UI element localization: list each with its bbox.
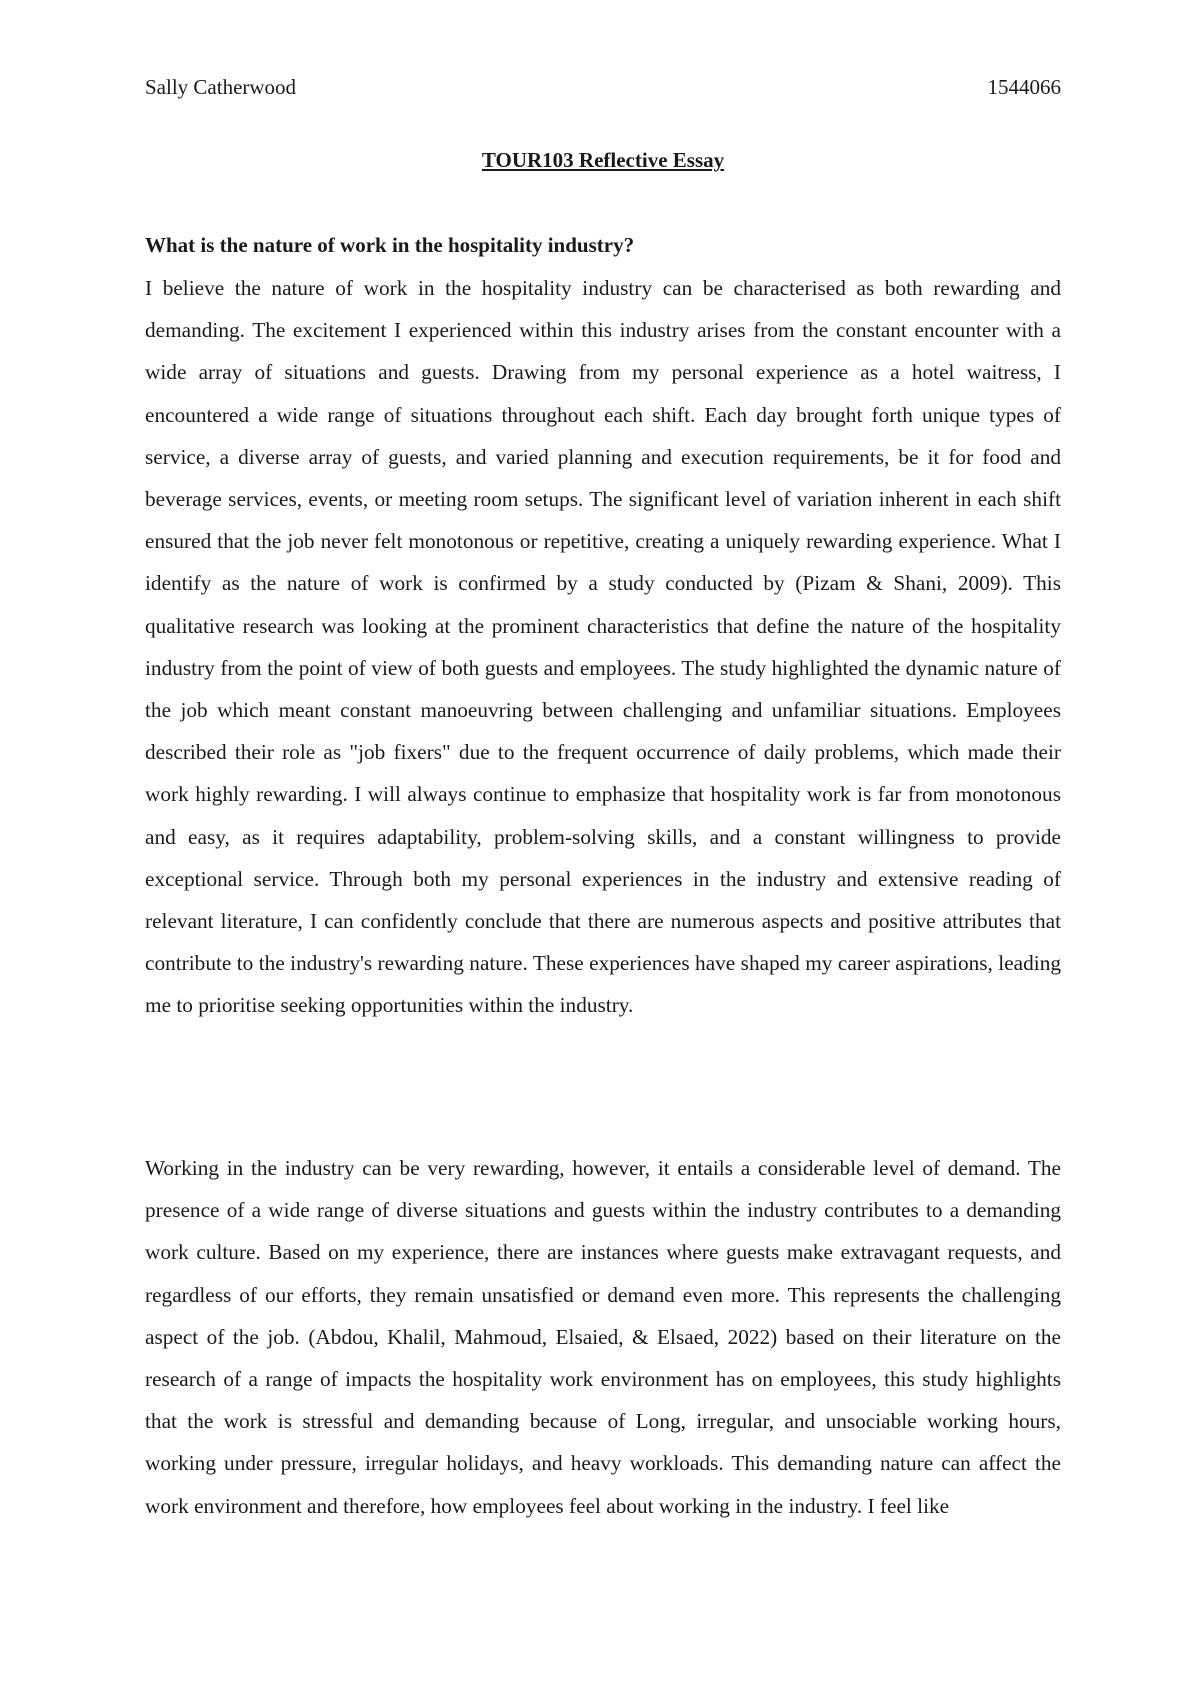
author-name: Sally Catherwood <box>145 75 297 99</box>
body-paragraph-1: I believe the nature of work in the hospitality industry can be characterised as both rewarding and demanding. The excitement I experienced within this industry arises from the constant encounter with a wide array of situations and guests. Drawing from my personal experience as a hotel waitress, I encountered a wide range of situations throughout each shift. Each day brought forth unique types of service, a diverse array of guests, and varied planning and execution requirements, be it for food and beverage services, events, or meeting room setups. The significant level of variation inherent in each shift ensured that the job never felt monotonous or repetitive, creating a uniquely rewarding experience. What I identify as the nature of work is confirmed by a study conducted by (Pizam & Shani, 2009). This qualitative research was looking at the prominent characteristics that define the nature of the hospitality industry from the point of view of both guests and employees. The study highlighted the dynamic nature of the job which meant constant manoeuvring between challenging and unfamiliar situations. Employees described their role as "job fixers" due to the frequent occurrence of daily problems, which made their work highly rewarding. I will always continue to emphasize that hospitality work is far from monotonous and easy, as it requires adaptability, problem-solving skills, and a constant willingness to provide exceptional service. Through both my personal experiences in the industry and extensive reading of relevant literature, I can confidently conclude that there are numerous aspects and positive attributes that contribute to the industry's rewarding nature. These experiences have shaped my career aspirations, leading me to prioritise seeking opportunities within the industry. <box>145 276 1061 1018</box>
student-id: 1544066 <box>987 75 1061 99</box>
page-header <box>145 72 1061 102</box>
essay-title: TOUR103 Reflective Essay <box>481 148 725 172</box>
section-heading: What is the nature of work in the hospitality industry? <box>145 233 635 257</box>
body-paragraph-2: Working in the industry can be very rewarding, however, it entails a considerable level of demand. The presence of a wide range of diverse situations and guests within the industry contributes to a demanding work culture. Based on my experience, there are instances where guests make extravagant requests, and regardless of our efforts, they remain unsatisfied or demand even more. This represents the challenging aspect of the job. (Abdou, Khalil, Mahmoud, Elsaied, & Elsaed, 2022) based on their literature on the research of a range of impacts the hospitality work environment has on employees, this study highlights that the work is stressful and demanding because of Long, irregular, and unsociable working hours, working under pressure, irregular holidays, and heavy workloads. This demanding nature can affect the work environment and therefore, how employees feel about working in the industry. I feel like <box>145 1156 1061 1518</box>
